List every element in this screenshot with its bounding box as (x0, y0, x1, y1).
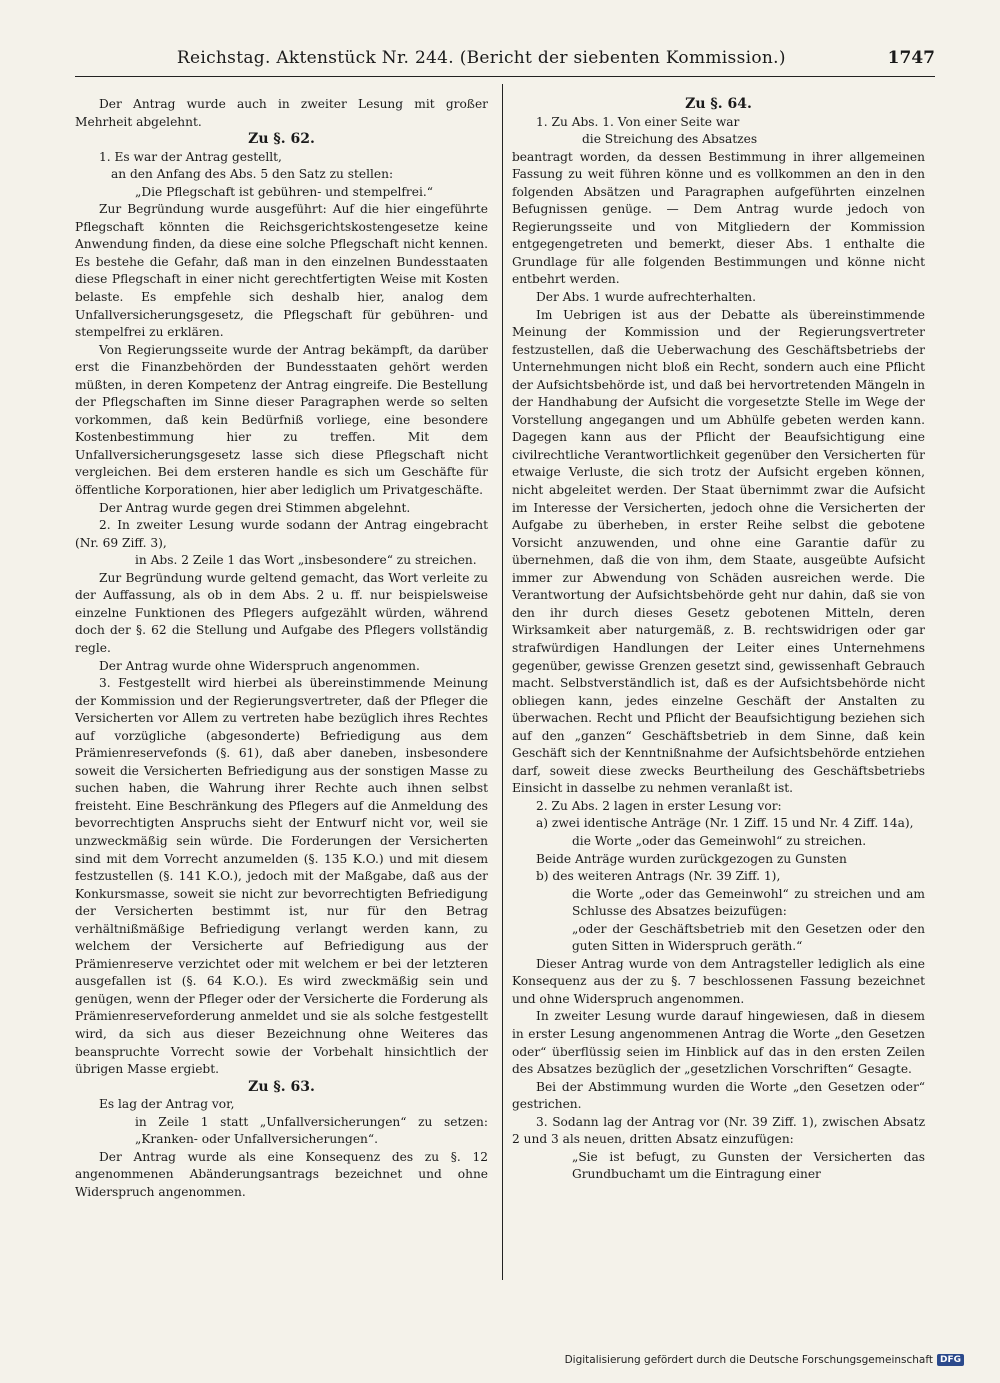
paragraph: Der Antrag wurde gegen drei Stimmen abgelehnt. (99, 500, 411, 515)
credit-text: Digitalisierung gefördert durch die Deutsche Forschungsgemeinschaft (564, 1354, 933, 1366)
paragraph: 2. In zweiter Lesung wurde sodann der Antrag eingebracht (Nr. 69 Ziff. 3), (75, 518, 488, 550)
paragraph: Es lag der Antrag vor, (99, 1097, 235, 1112)
running-title: Reichstag. Aktenstück Nr. 244. (Bericht der siebenten Kommission.) (176, 48, 786, 68)
paragraph: Beide Anträge wurden zurückgezogen zu Gunsten (536, 851, 847, 866)
paragraph: Von Regierungsseite wurde der Antrag bekämpft, da darüber erst die Finanzbehörden der Bundesstaaten gehört werden müßten, in deren Kompetenz der Antrag eingreife. Die Bestellung der Pflegschaften im Sinne dieser Paragraphen werde so selten vorkommen, daß kein Bedürfniß vorliege, eine besondere Kostenbestimmung hier zu treffen. Mit dem Unfallversicherungsgesetz lasse sich diese Pflegschaft nicht vergleichen. Bei dem ersteren handle es sich um Geschäfte für öffentliche Korporationen, hier aber lediglich um Privatgeschäfte. (75, 342, 488, 498)
paragraph: Bei der Abstimmung wurden die Worte „den Gesetzen oder“ gestrichen. (512, 1079, 925, 1112)
paragraph: 1. Es war der Antrag gestellt, (99, 149, 282, 164)
page-number: 1747 (887, 48, 935, 68)
paragraph: In zweiter Lesung wurde darauf hingewiesen, daß in diesem in erster Lesung angenommenen Antrag die Worte „den Gesetzen oder“ überflüssig seien im Hinblick auf das in den ersten Zeilen des Absatzes bezüglich der „gesetzlichen Vorschriften“ Gesagte. (512, 1009, 925, 1077)
paragraph: in Zeile 1 statt „Unfallversicherungen“ zu setzen: „Kranken- oder Unfallversicherungen“. (135, 1114, 488, 1147)
paragraph: Der Abs. 1 wurde aufrechterhalten. (536, 290, 757, 305)
paragraph: Der Antrag wurde ohne Widerspruch angenommen. (99, 658, 420, 673)
page-header (75, 48, 935, 74)
left-column (75, 96, 488, 1201)
section-heading-62: Zu §. 62. (248, 131, 315, 148)
paragraph: Zur Begründung wurde ausgeführt: Auf die hier eingeführte Pflegschaft könnten die Reichsgerichtskostengesetze keine Anwendung finden, da diese eine solche Pflegschaft nicht kennen. Es bestehe die Gefahr, daß man in den einzelnen Bundesstaaten diese Pflegschaft in einer nicht gerechtfertigten Weise mit Kosten belaste. Es empfehle sich deshalb hier, analog dem Unfallversicherungsgesetz, die Pflegschaft für gebühren- und stempelfrei zu erklären. (75, 202, 488, 340)
paragraph: 3. Festgestellt wird hierbei als übereinstimmende Meinung der Kommission und der Regierungsvertreter, daß der Pfleger die Versicherten vor Allem zu vertreten habe bezüglich ihres Rechtes auf vorzügliche (abgesonderte) Befriedigung aus dem Prämienreservefonds (§. 61), daß aber daneben, insbesondere soweit die Versicherten Befriedigung aus der sonstigen Masse zu suchen haben, die Wahrung ihrer Rechte auch ihnen selbst freisteht. Eine Beschränkung des Pflegers auf die Anmeldung des bevorrechtigten Anspruchs sieht der Entwurf nicht vor, weil sie unzweckmäßig sein würde. Die Forderungen der Versicherten sind mit dem Vorrecht anzumelden (§. 135 K.O.) und mit diesem festzustellen (§. 141 K.O.), jedoch mit der Maßgabe, daß aus der Konkursmasse, soweit sie nicht zur bevorrechtigten Befriedigung der Versicherten bestimmt ist, nur für den Betrag verhältnißmäßige Befriedigung verlangt werden kann, zu welchem der Versicherte auf Befriedigung aus der Prämienreserve verzichtet oder mit welchem er bei der letzteren ausgefallen ist (§. 64 K.O.). Es wird zweckmäßig sein und genügen, wenn der Pfleger oder der Versicherte die Forderung als Prämienreserveforderung anmeldet und sie als solche festgestellt wird, da sich aus dieser Bezeichnung ohne Weiteres das beanspruchte Vorrecht sowie der Vorbehalt hinsichtlich der übrigen Masse ergiebt. (75, 676, 488, 1077)
paragraph: 2. Zu Abs. 2 lagen in erster Lesung vor: (536, 798, 782, 813)
paragraph: 3. Sodann lag der Antrag vor (Nr. 39 Ziff. 1), zwischen Absatz 2 und 3 als neuen, dritten Absatz einzufügen: (512, 1114, 925, 1147)
header-rule (75, 76, 935, 77)
section-heading-63: Zu §. 63. (248, 1078, 315, 1095)
paragraph: die Worte „oder das Gemeinwohl“ zu streichen. (572, 833, 867, 848)
paragraph: an den Anfang des Abs. 5 den Satz zu stellen: (111, 167, 394, 182)
paragraph: beantragt worden, da dessen Bestimmung in ihrer allgemeinen Fassung zu weit führen könne und es vollkommen an den in den folgenden Absätzen und Paragraphen aufgeführten einzelnen Befugnissen genüge. — Dem Antrag wurde jedoch von Regierungsseite und von Mitgliedern der Kommission entgegengetreten und bemerkt, dieser Abs. 1 enthalte die Grundlage für alle folgenden Bestimmungen und könne nicht entbehrt werden. (512, 149, 925, 287)
paragraph: Dieser Antrag wurde von dem Antragsteller lediglich als eine Konsequenz aus der zu §. 7 beschlossenen Fassung bezeichnet und ohne Widerspruch angenommen. (512, 956, 925, 1006)
paragraph: die Streichung des Absatzes (582, 132, 758, 147)
paragraph: Der Antrag wurde als eine Konsequenz des zu §. 12 angenommenen Abänderungsantrags bezeichnet und ohne Widerspruch angenommen. (75, 1149, 488, 1199)
paragraph: Im Uebrigen ist aus der Debatte als übereinstimmende Meinung der Kommission und der Regierungsvertreter festzustellen, daß die Ueberwachung des Geschäftsbetriebs der Unternehmungen nicht bloß ein Recht, sondern auch eine Pflicht der Aufsichtsbehörde ist, und daß bei hervortretenden Mängeln in der Handhabung der Aufsicht die vorgesetzte Stelle im Wege der Vorstellung angegangen und um Abhülfe gebeten werden kann. Dagegen kann aus der Pflicht der Beaufsichtigung eine civilrechtliche Verantwortlichkeit gegenüber den Versicherten für etwaige Verluste, die sich trotz der Aufsicht ergeben können, nicht abgeleitet werden. Der Staat übernimmt zwar die Aufsicht im Interesse der Versicherten, jedoch ohne die Versicherten der Aufgabe zu überheben, in erster Reihe selbst die gebotene Vorsicht anzuwenden, und ohne eine Garantie dafür zu übernehmen, daß die von ihm, dem Staate, ausgeübte Aufsicht immer zur Abwendung von Schäden ausreichen werde. Die Verantwortung der Aufsichtsbehörde geht nur dahin, daß sie von den ihr durch dieses Gesetz gebotenen Mitteln, deren Wirksamkeit aber naturgemäß, z. B. rechtswidrigen oder gar strafwürdigen Handlungen der Leiter eines Unternehmens gegenüber, gewisse Grenzen gesetzt sind, gewissenhaft Gebrauch macht. Selbstverständlich ist, daß es der Aufsichtsbehörde nicht obliegen kann, jedes einzelne Geschäft der Anstalten zu überwachen. Recht und Pflicht der Beaufsichtigung beziehen sich auf den „ganzen“ Geschäftsbetrieb in dem Sinne, daß kein Geschäft sich der Kenntnißnahme der Aufsichtsbehörde entziehen darf, soweit diese zwecks Beurtheilung des Geschäftsbetriebs Einsicht in dasselbe zu nehmen veranlaßt ist. (512, 307, 925, 796)
digitization-credit (565, 1354, 964, 1366)
paragraph: in Abs. 2 Zeile 1 das Wort „insbesondere“ zu streichen. (135, 553, 477, 568)
quote: „oder der Geschäftsbetrieb mit den Gesetzen oder den guten Sitten in Widerspruch geräth.“ (572, 921, 925, 954)
dfg-logo: DFG (937, 1354, 964, 1366)
quote: „Sie ist befugt, zu Gunsten der Versicherten das Grundbuchamt um die Eintragung einer (572, 1149, 925, 1182)
right-column (512, 96, 925, 1184)
paragraph: Zur Begründung wurde geltend gemacht, das Wort verleite zu der Auffassung, als ob in dem Abs. 2 u. ff. nur beispielsweise einzelne Funktionen des Pflegers aufgezählt würden, während doch der §. 62 die Stellung und Aufgabe des Pflegers vollständig regle. (75, 570, 488, 655)
quote: „Die Pflegschaft ist gebühren- und stempelfrei.“ (135, 184, 433, 199)
list-item: a) zwei identische Anträge (Nr. 1 Ziff. 15 und Nr. 4 Ziff. 14a), (536, 816, 914, 831)
paragraph: die Worte „oder das Gemeinwohl“ zu streichen und am Schlusse des Absatzes beizufügen: (572, 886, 925, 919)
paragraph: Der Antrag wurde auch in zweiter Lesung mit großer Mehrheit abgelehnt. (75, 97, 488, 129)
section-heading-64: Zu §. 64. (685, 96, 752, 112)
paragraph: 1. Zu Abs. 1. Von einer Seite war (536, 114, 740, 129)
column-divider (502, 84, 503, 1280)
list-item: b) des weiteren Antrags (Nr. 39 Ziff. 1), (536, 869, 781, 884)
